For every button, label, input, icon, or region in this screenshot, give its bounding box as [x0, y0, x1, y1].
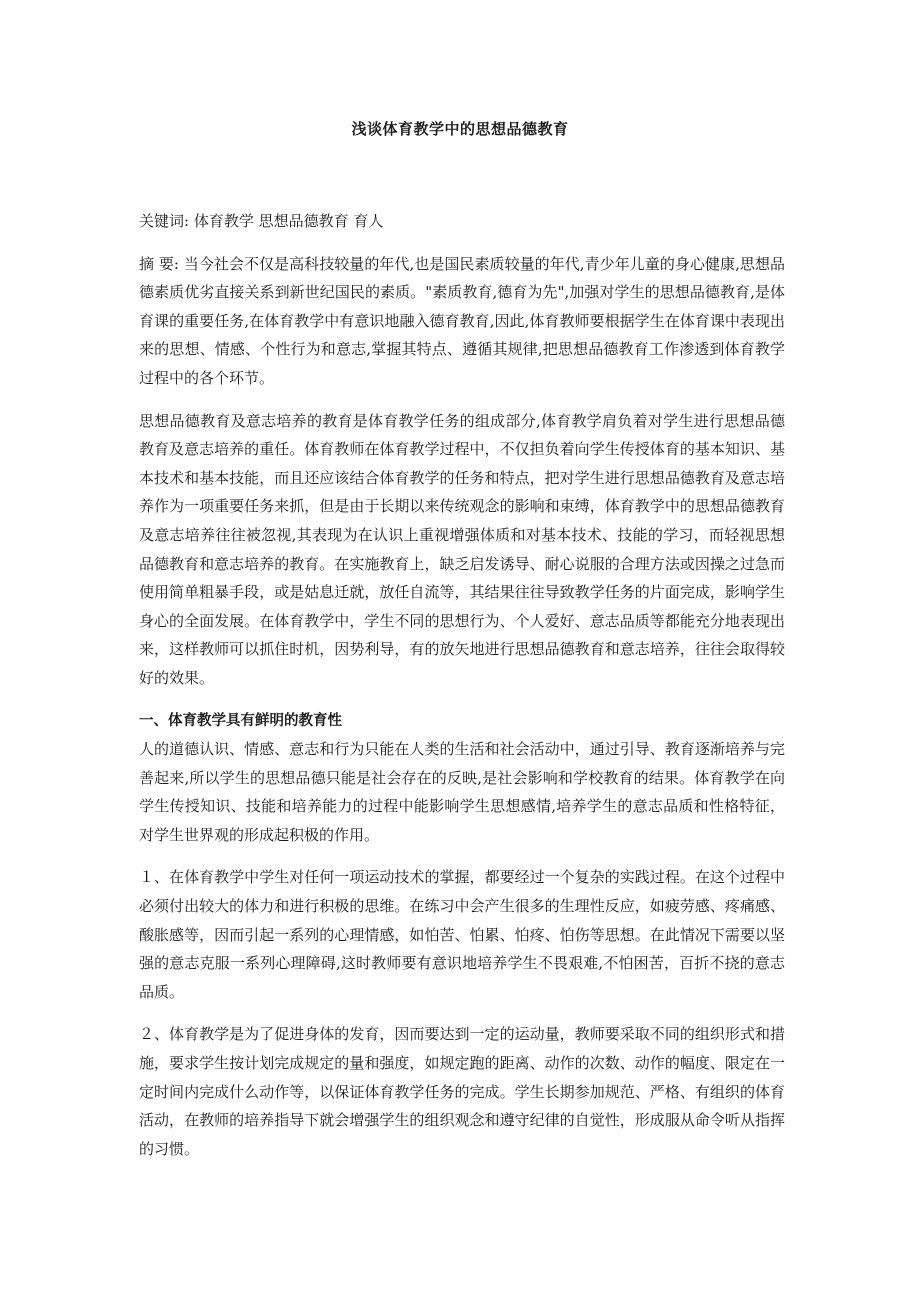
keywords-line: 关键词: 体育教学 思想品德教育 育人: [139, 212, 384, 230]
page-title: 浅谈体育教学中的思想品德教育: [351, 120, 569, 138]
point-one-paragraph: １、在体育教学中学生对任何一项运动技术的掌握，都要经过一个复杂的实践过程。在这个过程中必须付出较大的体力和进行积极的思维。在练习中会产生很多的生理性反应，如疲劳感、疼痛感、酸胀感等，因而引起一系列的心理情感，如怕苦、怕累、怕疼、怕伤等思想。在此情况下需要以坚强的意志克服一系列心理障碍,这时教师要有意识地培养学生不畏艰难,不怕困苦，百折不挠的意志品质。: [139, 868, 785, 1001]
intro-paragraph: 思想品德教育及意志培养的教育是体育教学任务的组成部分,体育教学肩负着对学生进行思想品德教育及意志培养的重任。体育教师在体育教学过程中，不仅担负着向学生传授体育的基本知识、基本技术和基本技能，而且还应该结合体育教学的任务和特点，把对学生进行思想品德教育及意志培养作为一项重要任务来抓，但是由于长期以来传统观念的影响和束缚，体育教学中的思想品德教育及意志培养往往被忽视,其表现为在认识上重视增强体质和对基本技术、技能的学习，而轻视思想品德教育和意志培养的教育。在实施教育上，缺乏启发诱导、耐心说服的合理方法或因操之过急而使用简单粗暴手段，或是姑息迁就，放任自流等，其结果往往导致教学任务的片面完成，影响学生身心的全面发展。在体育教学中，学生不同的思想行为、个人爱好、意志品质等都能充分地表现出来，这样教师可以抓住时机，因势利导，有的放矢地进行思想品德教育和意志培养，往往会取得较好的效果。: [139, 411, 785, 687]
section-heading: 一、体育教学具有鲜明的教育性: [139, 712, 342, 729]
point-two-paragraph: ２、体育教学是为了促进身体的发育，因而要达到一定的运动量，教师要采取不同的组织形式和措施，要求学生按计划完成规定的量和强度，如规定跑的距离、动作的次数、动作的幅度、限定在一定时间内完成什么动作等，以保证体育教学任务的完成。学生长期参加规范、严格、有组织的体育活动，在教师的培养指导下就会增强学生的组织观念和遵守纪律的自觉性，形成服从命令听从指挥的习惯。: [139, 1025, 785, 1158]
section-body-paragraph: 人的道德认识、情感、意志和行为只能在人类的生活和社会活动中，通过引导、教育逐渐培养与完善起来,所以学生的思想品德只能是社会存在的反映,是社会影响和学校教育的结果。体育教学在向学生传授知识、技能和培养能力的过程中能影响学生思想感情,培养学生的意志品质和性格特征，对学生世界观的形成起积极的作用。: [139, 740, 785, 844]
abstract-paragraph: 摘 要: 当今社会不仅是高科技较量的年代,也是国民素质较量的年代,青少年儿童的身心健康,思想品德素质优劣直接关系到新世纪国民的素质。"素质教育,德育为先",加强对学生的思想品德教育,是体育课的重要任务,在体育教学中有意识地融入德育教育,因此,体育教师要根据学生在体育课中表现出来的思想、情感、个性行为和意志,掌握其特点、遵循其规律,把思想品德教育工作渗透到体育教学过程中的各个环节。: [139, 254, 785, 387]
document-body: [139, 207, 785, 1177]
